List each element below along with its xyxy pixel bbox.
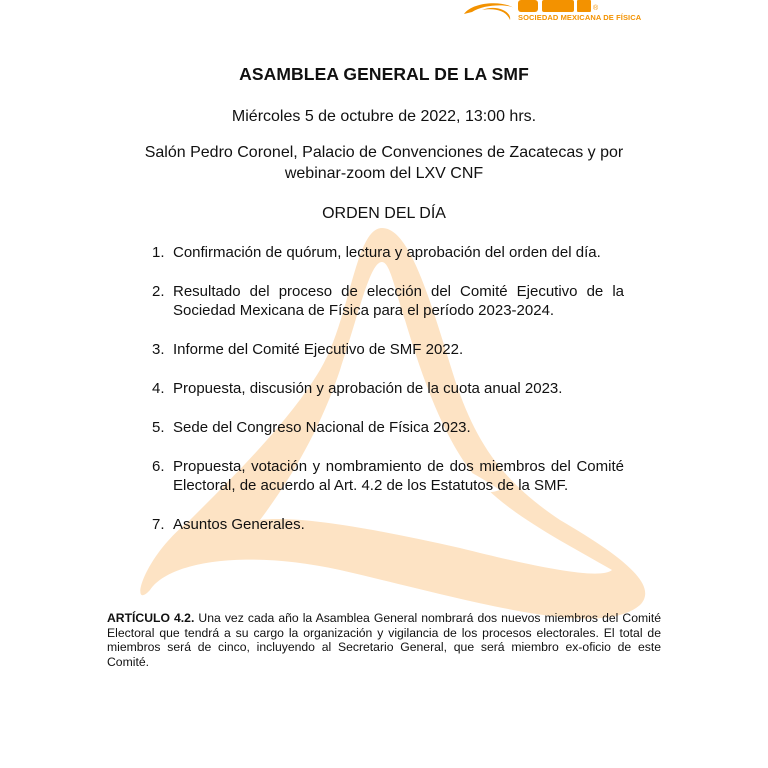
agenda-item — [152, 418, 624, 437]
agenda-heading: ORDEN DEL DÍA — [322, 205, 446, 222]
agenda-item-number: 5. — [152, 419, 165, 436]
agenda-item — [152, 340, 624, 359]
agenda-item-text: Propuesta, votación y nombramiento de dos miembros del Comité Electoral, de acuerdo al Art. 4.2 de los Estatutos de la SMF. — [173, 458, 624, 494]
agenda-item-text: Asuntos Generales. — [173, 516, 305, 533]
agenda-item-text: Sede del Congreso Nacional de Física 2023. — [173, 419, 471, 436]
agenda-item-number: 3. — [152, 341, 165, 358]
logo-organization-name: SOCIEDAD MEXICANA DE FÍSICA — [518, 13, 642, 22]
agenda-item — [152, 515, 624, 534]
agenda-item — [152, 379, 624, 398]
logo-letter-f — [577, 0, 591, 12]
agenda-item-text: Resultado del proceso de elección del Comité Ejecutivo de la Sociedad Mexicana de Física para el período 2023-2024. — [173, 283, 624, 319]
logo-letter-s — [518, 0, 538, 12]
logo-registered-mark: ® — [593, 5, 599, 12]
logo-orbit-2 — [482, 8, 510, 20]
meeting-date: Miércoles 5 de octubre de 2022, 13:00 hrs. — [231, 108, 537, 125]
logo-letter-m — [542, 0, 574, 12]
statute-article-note — [107, 611, 661, 669]
agenda-item-number: 4. — [152, 380, 165, 397]
agenda-item-text: Informe del Comité Ejecutivo de SMF 2022. — [173, 341, 464, 358]
agenda-item-number: 6. — [152, 458, 165, 475]
agenda-item-number: 7. — [152, 516, 165, 533]
article-label: ARTÍCULO 4.2. — [107, 611, 195, 625]
agenda-list — [152, 243, 624, 554]
agenda-item-number: 1. — [152, 244, 165, 261]
article-text: Una vez cada año la Asamblea General nombrará dos nuevos miembros del Comité Electoral que tendrá a su cargo la organización y vigilancia de los procesos electorales. El total de miembros será de cinco, incluyendo al Secretario General, que será miembro ex-oficio de este Comité. — [107, 611, 661, 669]
agenda-item-text: Confirmación de quórum, lectura y aprobación del orden del día. — [173, 244, 601, 261]
agenda-item — [152, 243, 624, 262]
agenda-item — [152, 457, 624, 495]
agenda-item-text: Propuesta, discusión y aprobación de la cuota anual 2023. — [173, 380, 563, 397]
agenda-item — [152, 282, 624, 320]
agenda-item-number: 2. — [152, 283, 165, 300]
meeting-venue: Salón Pedro Coronel, Palacio de Convenciones de Zacatecas y por webinar-zoom del LXV CNF — [144, 144, 624, 182]
document-title: ASAMBLEA GENERAL DE LA SMF — [239, 64, 529, 84]
